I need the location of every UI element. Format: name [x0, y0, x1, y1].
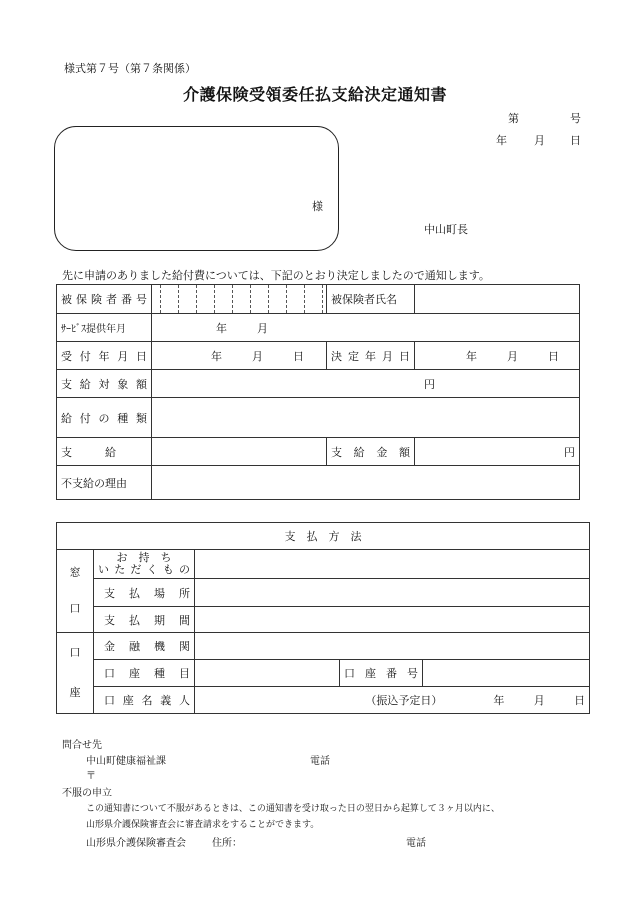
table-row	[57, 523, 590, 550]
appeal-label: 不服の申立	[62, 788, 112, 799]
appeal-text-1: この通知書について不服があるときは、この通知書を受け取った日の翌日から起算して３ヶ月以内に、	[86, 804, 500, 814]
insured-name-field[interactable]	[415, 285, 580, 314]
bank-field[interactable]	[195, 633, 590, 660]
payment-label: 支 給	[61, 445, 116, 459]
inquiry-phone-label: 電話	[310, 756, 330, 767]
items-label-1: お 持 ち	[116, 551, 172, 564]
service-month-unit: 月	[257, 321, 268, 335]
benefit-type-label: 給付の種類	[61, 411, 147, 425]
payment-amount-field[interactable]	[415, 438, 580, 466]
issuer-name: 中山町長	[424, 223, 468, 236]
window-label-1: 窓	[69, 566, 81, 579]
service-month-field[interactable]	[152, 314, 580, 342]
receipt-date-label: 受付年月日	[61, 349, 147, 363]
scheduled-transfer-label: （振込予定日）	[365, 694, 443, 707]
payment-field[interactable]	[152, 438, 327, 466]
appeal-text-2: 山形県介護保険審査会に審査請求をすることができます。	[86, 820, 320, 830]
decision-date-label: 決定年月日	[331, 349, 410, 363]
benefit-details-table	[56, 284, 580, 500]
service-month-label: ｻｰﾋﾞｽ提供年月	[61, 324, 126, 335]
table-row	[57, 550, 590, 579]
transfer-year-unit: 年	[493, 694, 505, 707]
payment-amount-yen: 円	[564, 445, 575, 459]
table-row	[57, 314, 580, 342]
account-holder-field[interactable]	[195, 687, 590, 714]
table-row	[57, 687, 590, 714]
transfer-month-unit: 月	[533, 694, 545, 707]
table-row	[57, 633, 590, 660]
table-row	[57, 370, 580, 398]
payment-method-title: 支 払 方 法	[284, 530, 362, 543]
number-go: 号	[570, 112, 581, 125]
items-label-2: いただくもの	[98, 563, 190, 576]
decision-date-field[interactable]	[415, 342, 580, 370]
date-year: 年	[496, 134, 507, 147]
receipt-year-unit: 年	[211, 349, 222, 363]
decision-year-unit: 年	[466, 349, 477, 363]
table-row	[57, 285, 580, 314]
receipt-date-field[interactable]	[152, 342, 327, 370]
receipt-day-unit: 日	[293, 349, 304, 363]
sama-suffix: 様	[312, 200, 323, 213]
account-label-2: 座	[69, 686, 81, 699]
transfer-day-unit: 日	[574, 694, 586, 707]
account-type-label: 口座種目	[104, 667, 190, 680]
payment-period-label: 支払期間	[104, 613, 190, 627]
table-row	[57, 438, 580, 466]
number-dai: 第	[508, 112, 519, 125]
payment-place-field[interactable]	[195, 579, 590, 607]
payment-place-label: 支払場所	[104, 586, 190, 600]
board-phone-label: 電話	[406, 838, 426, 849]
table-row	[57, 466, 580, 500]
account-holder-label: 口座名義人	[104, 694, 190, 707]
table-row	[57, 398, 580, 438]
non-payment-reason-field[interactable]	[152, 466, 580, 500]
insured-name-label: 被保険者氏名	[331, 293, 397, 306]
recipient-address-box[interactable]	[54, 126, 339, 251]
non-payment-reason-label: 不支給の理由	[61, 476, 127, 490]
account-number-field[interactable]	[423, 660, 590, 687]
form-number: 様式第７号（第７条関係）	[64, 62, 196, 75]
insured-number-field[interactable]	[152, 285, 327, 314]
board-address-label: 住所：	[212, 838, 242, 849]
document-title: 介護保険受領委任払支給決定通知書	[182, 85, 447, 104]
decision-month-unit: 月	[507, 349, 518, 363]
table-row	[57, 342, 580, 370]
items-to-bring-field[interactable]	[195, 550, 590, 579]
table-row	[57, 579, 590, 607]
target-amount-yen: 円	[424, 377, 435, 391]
target-amount-label: 支給対象額	[61, 377, 147, 391]
insured-number-label: 被保険者番号	[61, 293, 147, 306]
window-label-2: 口	[69, 602, 81, 615]
inquiry-label: 問合せ先	[62, 740, 102, 751]
board-name: 山形県介護保険審査会	[86, 838, 186, 849]
target-amount-field[interactable]	[152, 370, 580, 398]
bank-label: 金融機関	[104, 640, 190, 653]
date-month: 月	[534, 134, 545, 147]
table-row	[57, 660, 590, 687]
account-type-field[interactable]	[195, 660, 340, 687]
account-label-1: 口	[69, 646, 81, 659]
table-row	[57, 607, 590, 633]
date-day: 日	[570, 134, 581, 147]
payment-amount-label: 支給金額	[331, 445, 410, 459]
postal-mark: 〒	[86, 771, 96, 782]
receipt-month-unit: 月	[252, 349, 263, 363]
payment-period-field[interactable]	[195, 607, 590, 633]
service-year-unit: 年	[216, 321, 227, 335]
inquiry-department: 中山町健康福祉課	[86, 756, 166, 767]
account-number-label: 口座番号	[344, 667, 418, 680]
decision-day-unit: 日	[548, 349, 559, 363]
intro-text: 先に申請のありました給付費については、下記のとおり決定しましたので通知します。	[62, 269, 490, 282]
benefit-type-field[interactable]	[152, 398, 580, 438]
payment-method-table	[56, 522, 590, 714]
